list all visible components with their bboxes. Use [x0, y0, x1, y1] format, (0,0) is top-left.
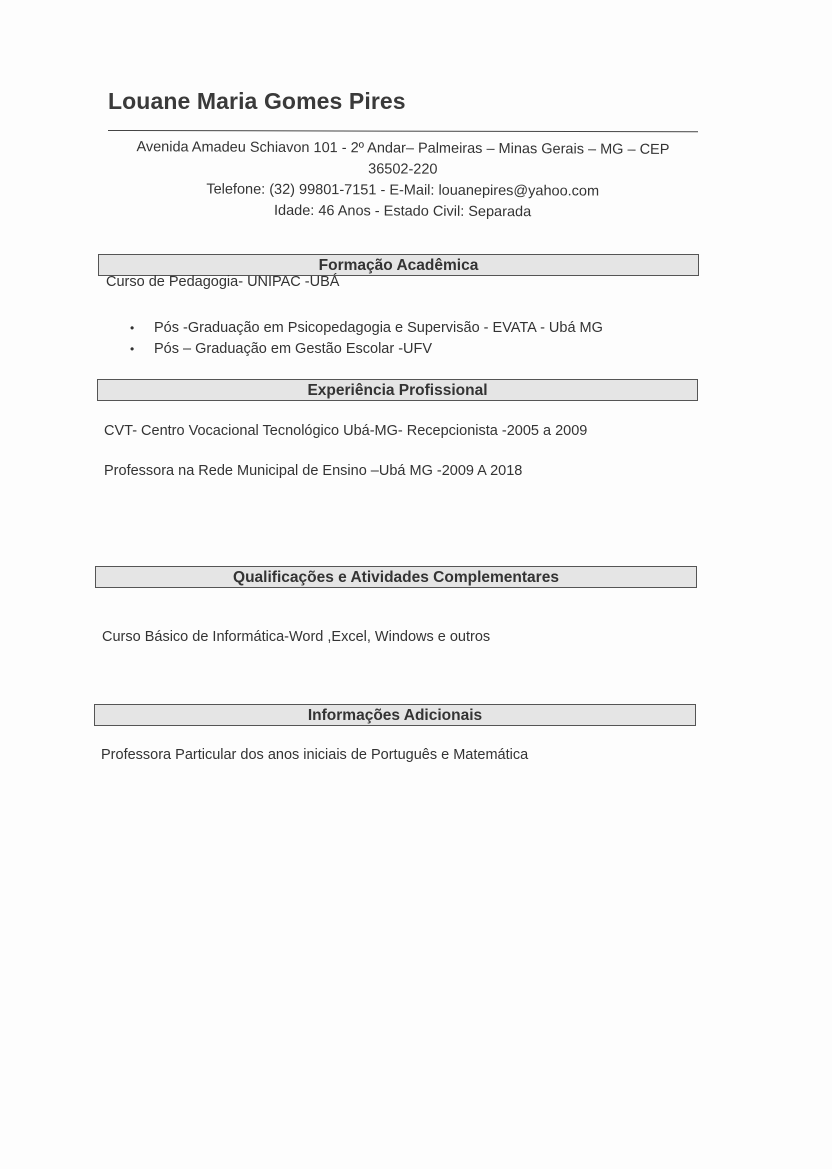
section-header-experiencia: Experiência Profissional: [97, 379, 698, 401]
phone-email-line: Telefone: (32) 99801-7151 - E-Mail: louanepires@yahoo.com: [206, 181, 600, 200]
education-course: Curso de Pedagogia- UNIPAC -UBÁ: [106, 274, 340, 290]
name-divider: [108, 130, 698, 132]
education-item: Pós -Graduação em Psicopedagogia e Supervisão - EVATA - Ubá MG: [154, 320, 603, 336]
section-header-qualificacoes: Qualificações e Atividades Complementares: [95, 566, 697, 588]
additional-item: Professora Particular dos anos iniciais de Português e Matemática: [101, 747, 529, 763]
qualification-item: Curso Básico de Informática-Word ,Excel, Windows e outros: [102, 629, 491, 645]
education-item: Pós – Graduação em Gestão Escolar -UFV: [154, 341, 433, 357]
bullet-icon: •: [130, 321, 135, 335]
resume-name: Louane Maria Gomes Pires: [108, 88, 406, 114]
list-item: [130, 339, 603, 360]
age-status-line: Idade: 46 Anos - Estado Civil: Separada: [273, 202, 532, 221]
bullet-icon: •: [130, 342, 135, 356]
section-header-formacao: Formação Acadêmica: [98, 254, 699, 276]
contact-block: [108, 137, 698, 224]
experience-item: CVT- Centro Vocacional Tecnológico Ubá-MG- Recepcionista -2005 a 2009: [104, 423, 588, 439]
address-line-1: Avenida Amadeu Schiavon 101 - 2º Andar– Palmeiras – Minas Gerais – MG – CEP: [136, 139, 670, 158]
address-line-2: 36502-220: [368, 161, 438, 178]
education-list: [130, 318, 603, 360]
section-header-adicionais: Informações Adicionais: [94, 704, 696, 726]
experience-item: Professora na Rede Municipal de Ensino –Ubá MG -2009 A 2018: [104, 463, 523, 479]
list-item: [130, 318, 603, 339]
